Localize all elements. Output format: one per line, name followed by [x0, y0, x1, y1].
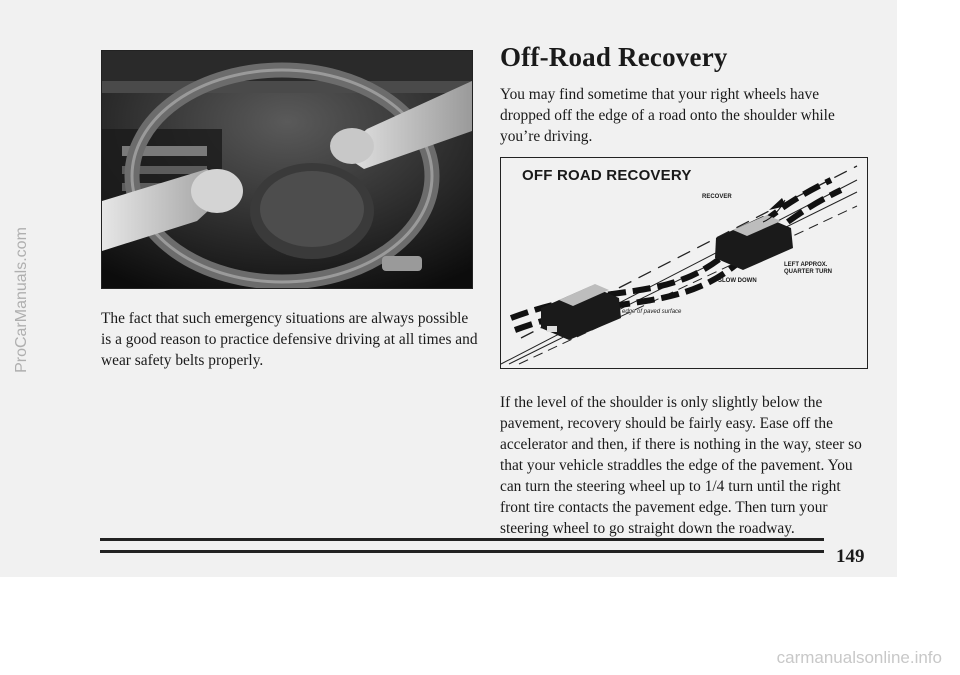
- steering-wheel-illustration: [102, 51, 472, 288]
- edge-label: edge of paved surface: [622, 309, 682, 315]
- footer-rule-top: [100, 538, 824, 541]
- page-number: 149: [836, 546, 865, 567]
- steering-wheel-photo: [101, 50, 473, 289]
- intro-paragraph: You may find sometime that your right wheels have dropped off the edge of a road onto the shoulder while you’re driving.: [500, 86, 835, 145]
- procarmanuals-watermark: [12, 165, 32, 435]
- section-heading: Off-Road Recovery: [500, 42, 728, 72]
- site-watermark: carmanualsonline.info: [776, 648, 942, 667]
- slow-down-label: SLOW DOWN: [718, 278, 757, 284]
- watermark-text: ProCarManuals.com: [13, 227, 30, 373]
- off-road-recovery-diagram: [500, 157, 868, 369]
- emergency-paragraph: The fact that such emergency situations are always possible is a good reason to practice defensive driving at all times and wear safety belts properly.: [101, 310, 478, 369]
- footer-rule-bottom: [100, 550, 824, 553]
- left-turn-label-line1: LEFT APPROX.: [784, 262, 828, 268]
- left-turn-label-line2: QUARTER TURN: [784, 269, 832, 275]
- recovery-instructions-paragraph: If the level of the shoulder is only slightly below the pavement, recovery should be fairly easy. Ease off the accelerator and then, if there is nothing in the way, steer so that your vehicle straddles the edge of the pavement. You can turn the steering wheel up to 1/4 turn until the right front tire contacts the pavement edge. Then turn your steering wheel to go straight down the roadway.: [500, 394, 862, 537]
- car-front-icon: [715, 215, 793, 270]
- recover-label: RECOVER: [702, 194, 732, 200]
- diagram-title: OFF ROAD RECOVERY: [522, 167, 692, 184]
